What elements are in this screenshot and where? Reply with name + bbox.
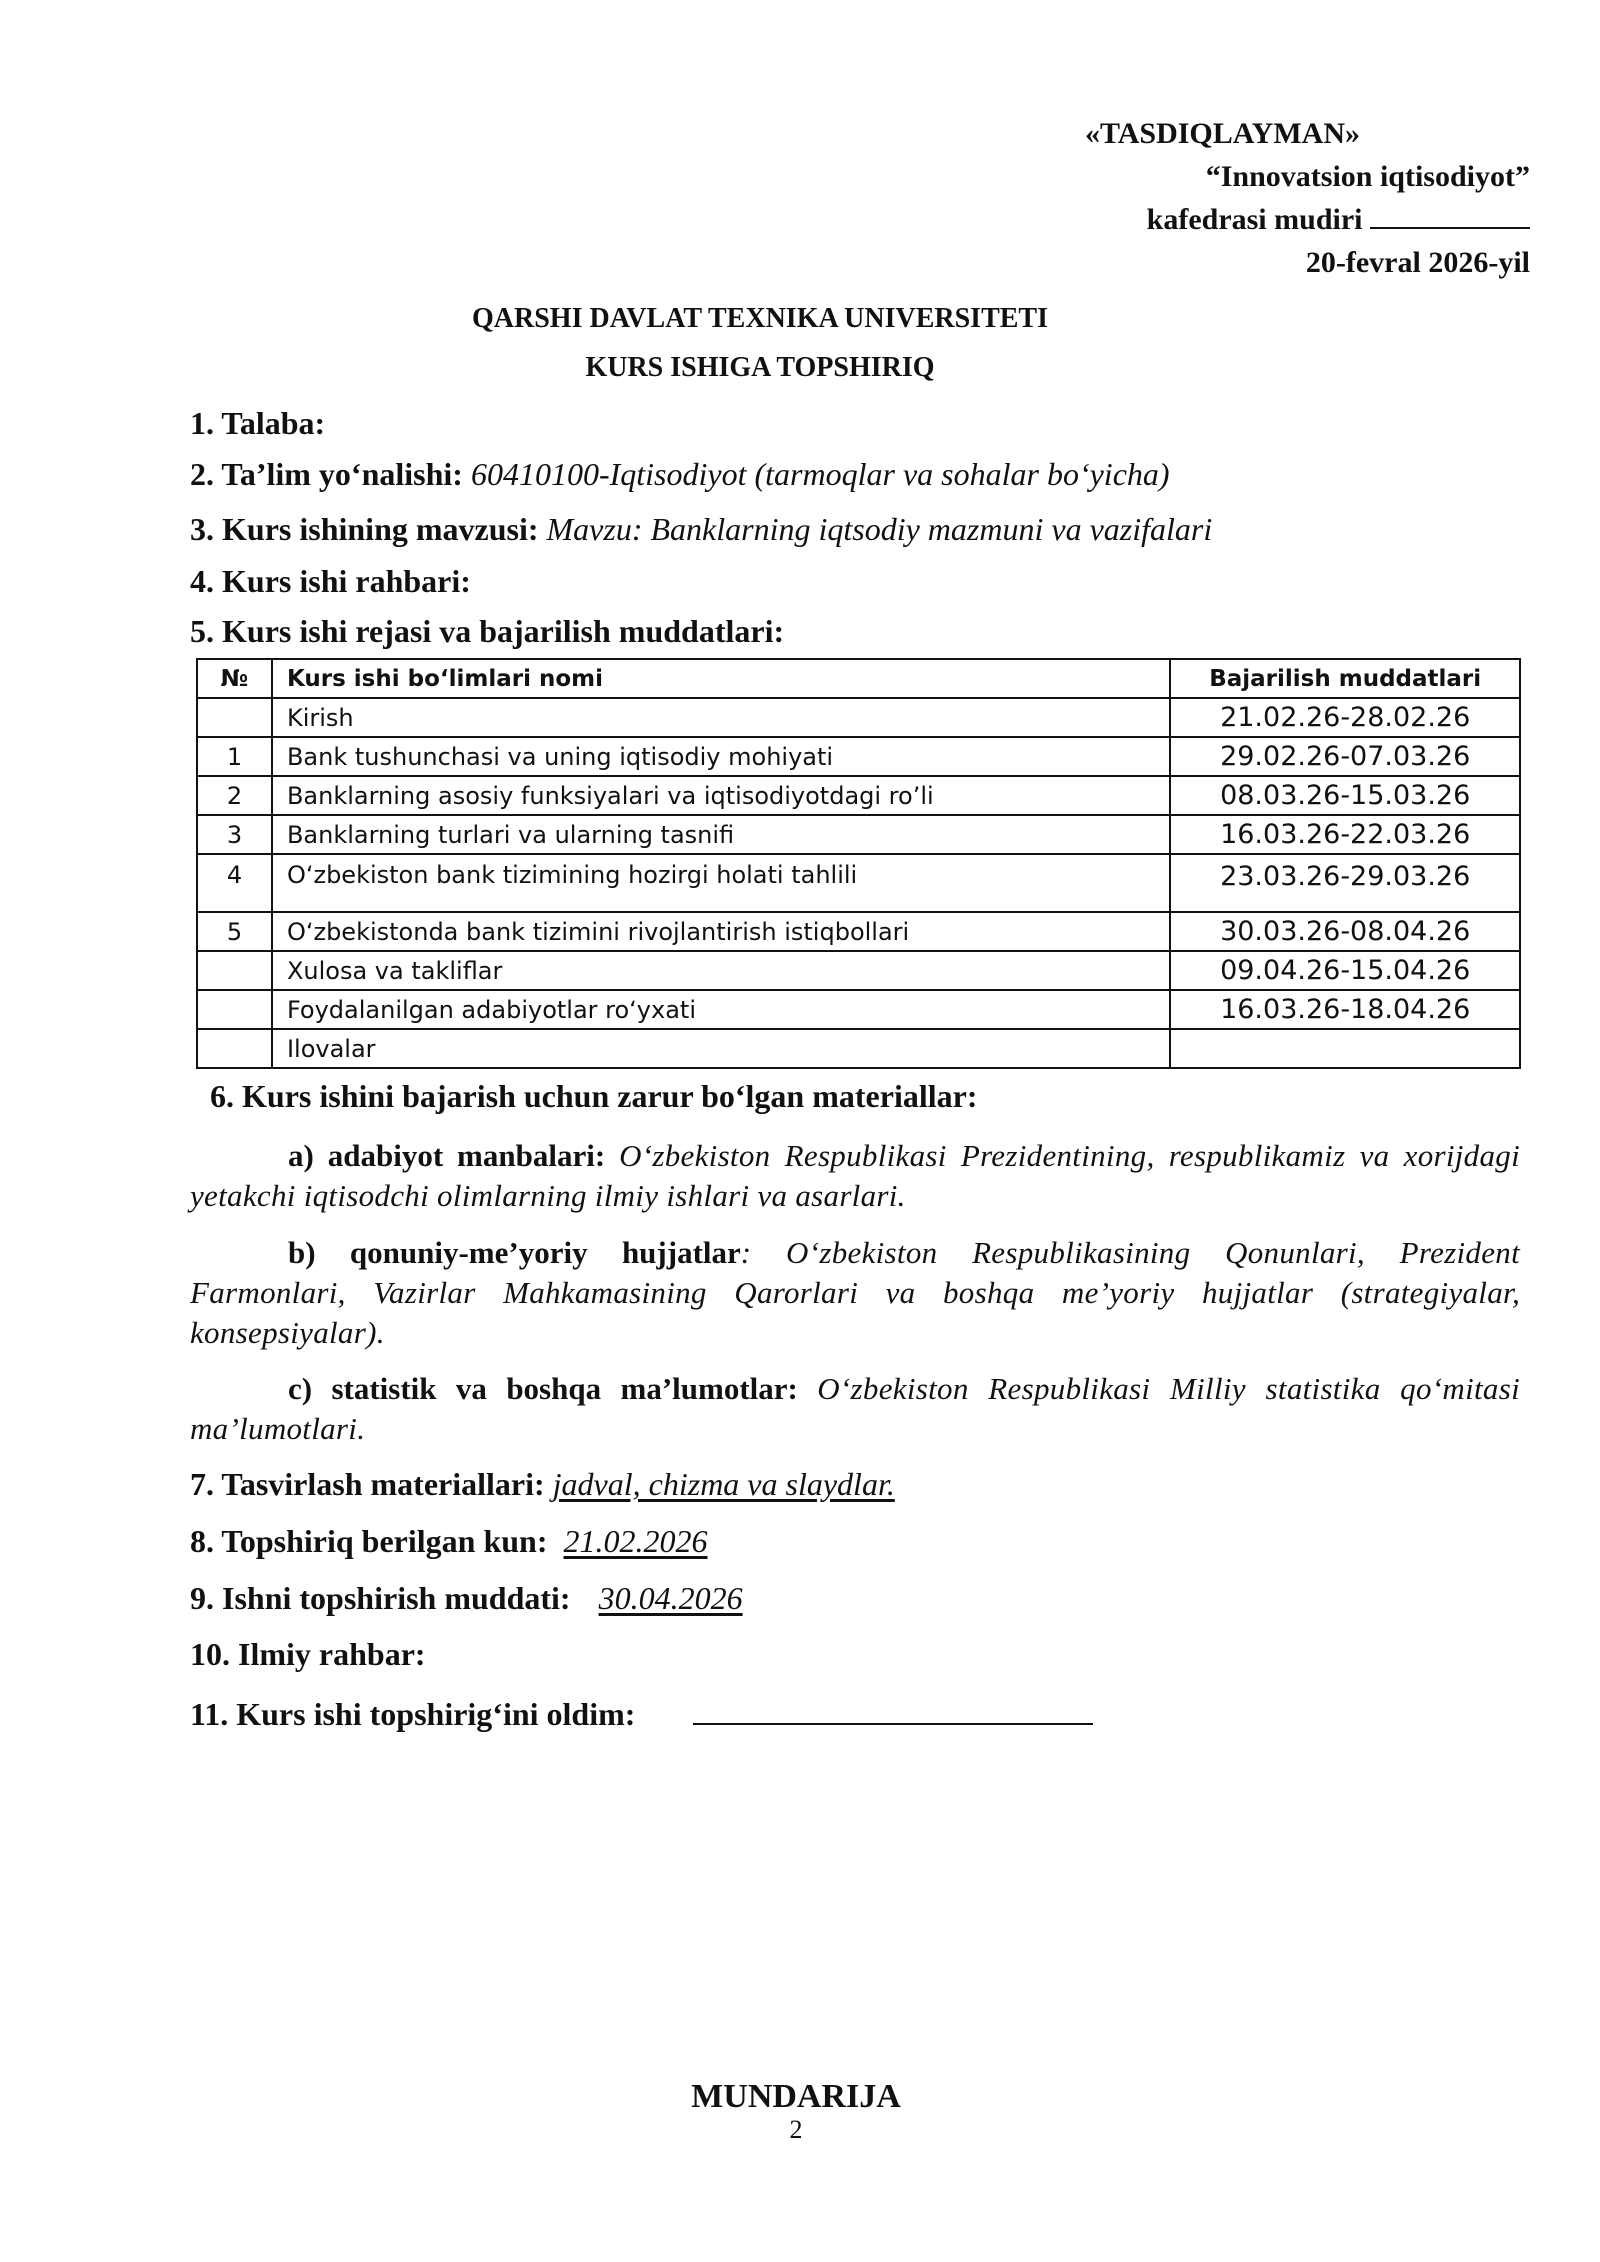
header-number: № <box>197 659 272 698</box>
row-number <box>197 1029 272 1068</box>
materials-a-label: a) adabiyot manbalari: <box>288 1138 606 1173</box>
deadline-label: 9. Ishni topshirish muddati: <box>190 1580 571 1616</box>
supervisor-label: 4. Kurs ishi rahbari: <box>190 563 471 599</box>
illustrations-value: jadval, chizma va slaydlar. <box>552 1466 895 1502</box>
table-row <box>197 990 1520 1029</box>
plan-label: 5. Kurs ishi rejasi va bajarilish muddatlari: <box>190 613 785 649</box>
page-number: 2 <box>789 2115 803 2144</box>
deadline-value: 30.04.2026 <box>598 1580 743 1616</box>
row-number <box>197 990 272 1029</box>
approval-head-row <box>1085 198 1530 241</box>
row-dates: 29.02.26-07.03.26 <box>1170 737 1520 776</box>
row-dates: 08.03.26-15.03.26 <box>1170 776 1520 815</box>
materials-label: 6. Kurs ishini bajarish uchun zarur bo‘lgan materiallar: <box>210 1078 978 1114</box>
row-dates: 21.02.26-28.02.26 <box>1170 698 1520 737</box>
row-section: Banklarning asosiy funksiyalari va iqtisodiyotdagi ro’li <box>272 776 1170 815</box>
approval-department: “Innovatsion iqtisodiyot” <box>1205 160 1530 193</box>
approval-block <box>1085 112 1530 284</box>
row-number: 2 <box>197 776 272 815</box>
row-dates: 16.03.26-22.03.26 <box>1170 815 1520 854</box>
item-topic <box>190 511 1212 548</box>
materials-b-text: : O‘zbekiston Respublikasining Qonunlari, Prezident Farmonlari, Vazirlar Mahkamasining Qarorlari va boshqa me’yoriy hujjatlar (strategiyalar, konsepsiyalar). <box>190 1235 1520 1350</box>
materials-c-label: c) statistik va boshqa ma’lumotlar: <box>288 1371 798 1406</box>
row-section: O‘zbekiston bank tizimining hozirgi holati tahlili <box>272 854 1170 912</box>
row-section: Kirish <box>272 698 1170 737</box>
table-row <box>197 776 1520 815</box>
received-label: 11. Kurs ishi topshirig‘ini oldim: <box>190 1696 636 1732</box>
row-section: Bank tushunchasi va uning iqtisodiy mohiyati <box>272 737 1170 776</box>
direction-value: 60410100-Iqtisodiyot (tarmoqlar va sohalar bo‘yicha) <box>470 456 1170 492</box>
university-name: QARSHI DAVLAT TEXNIKA UNIVERSITETI <box>472 303 1048 334</box>
direction-label: 2. Ta’lim yo‘nalishi: <box>190 456 463 492</box>
item-plan <box>190 613 784 650</box>
row-section: Foydalanilgan adabiyotlar ro‘yxati <box>272 990 1170 1029</box>
issued-label: 8. Topshiriq berilgan kun: <box>190 1523 548 1559</box>
row-section: Xulosa va takliflar <box>272 951 1170 990</box>
approval-head-label: kafedrasi mudiri <box>1146 203 1363 236</box>
document-title: KURS ISHIGA TOPSHIRIQ <box>585 352 935 383</box>
student-label: 1. Talaba: <box>190 405 326 441</box>
row-dates: 30.03.26-08.04.26 <box>1170 912 1520 951</box>
item-deadline <box>190 1580 743 1617</box>
row-number <box>197 698 272 737</box>
table-row <box>197 815 1520 854</box>
row-number: 4 <box>197 854 272 912</box>
table-row <box>197 1029 1520 1068</box>
materials-b <box>190 1233 1520 1353</box>
plan-table <box>196 658 1521 1069</box>
item-student <box>190 405 325 442</box>
row-number: 3 <box>197 815 272 854</box>
table-header-row <box>197 659 1520 698</box>
issued-value: 21.02.2026 <box>563 1523 708 1559</box>
row-number: 1 <box>197 737 272 776</box>
materials-c-text: O‘zbekiston Respublikasi Milliy statistika qo‘mitasi ma’lumotlari. <box>190 1371 1520 1446</box>
row-number <box>197 951 272 990</box>
received-signature-line <box>693 1693 1093 1725</box>
row-dates: 23.03.26-29.03.26 <box>1170 854 1520 912</box>
table-row <box>197 698 1520 737</box>
header-dates: Bajarilish muddatlari <box>1170 659 1520 698</box>
materials-c <box>190 1369 1520 1449</box>
item-materials <box>210 1078 977 1115</box>
illustrations-label: 7. Tasvirlash materiallari: <box>190 1466 545 1502</box>
row-section: Ilovalar <box>272 1029 1170 1068</box>
row-dates: 09.04.26-15.04.26 <box>1170 951 1520 990</box>
approval-signature-line <box>1370 227 1530 229</box>
advisor-label: 10. Ilmiy rahbar: <box>190 1636 426 1672</box>
topic-label: 3. Kurs ishining mavzusi: <box>190 511 539 547</box>
row-dates: 16.03.26-18.04.26 <box>1170 990 1520 1029</box>
item-direction <box>190 456 1170 493</box>
item-received <box>190 1693 1093 1733</box>
row-number: 5 <box>197 912 272 951</box>
row-section: Banklarning turlari va ularning tasnifi <box>272 815 1170 854</box>
table-row <box>197 912 1520 951</box>
topic-value: Mavzu: Banklarning iqtsodiy mazmuni va vazifalari <box>546 511 1213 547</box>
item-illustrations <box>190 1466 895 1503</box>
approval-date: 20-fevral 2026-yil <box>1305 246 1530 279</box>
item-advisor <box>190 1636 426 1673</box>
row-dates <box>1170 1029 1520 1068</box>
materials-a-text: O‘zbekiston Respublikasi Prezidentining, respublikamiz va xorijdagi yetakchi iqtisodchi olimlarning ilmiy ishlari va asarlari. <box>190 1138 1520 1213</box>
table-row <box>197 951 1520 990</box>
approval-heading: «TASDIQLAYMAN» <box>1084 117 1360 150</box>
table-row <box>197 854 1520 912</box>
item-supervisor <box>190 563 471 600</box>
header-section: Kurs ishi bo‘limlari nomi <box>272 659 1170 698</box>
item-issued <box>190 1523 707 1560</box>
next-heading: MUNDARIJA <box>691 2078 901 2115</box>
table-row <box>197 737 1520 776</box>
materials-b-label: b) qonuniy-me’yoriy hujjatlar <box>288 1235 741 1270</box>
materials-a <box>190 1136 1520 1216</box>
row-section: O‘zbekistonda bank tizimini rivojlantirish istiqbollari <box>272 912 1170 951</box>
